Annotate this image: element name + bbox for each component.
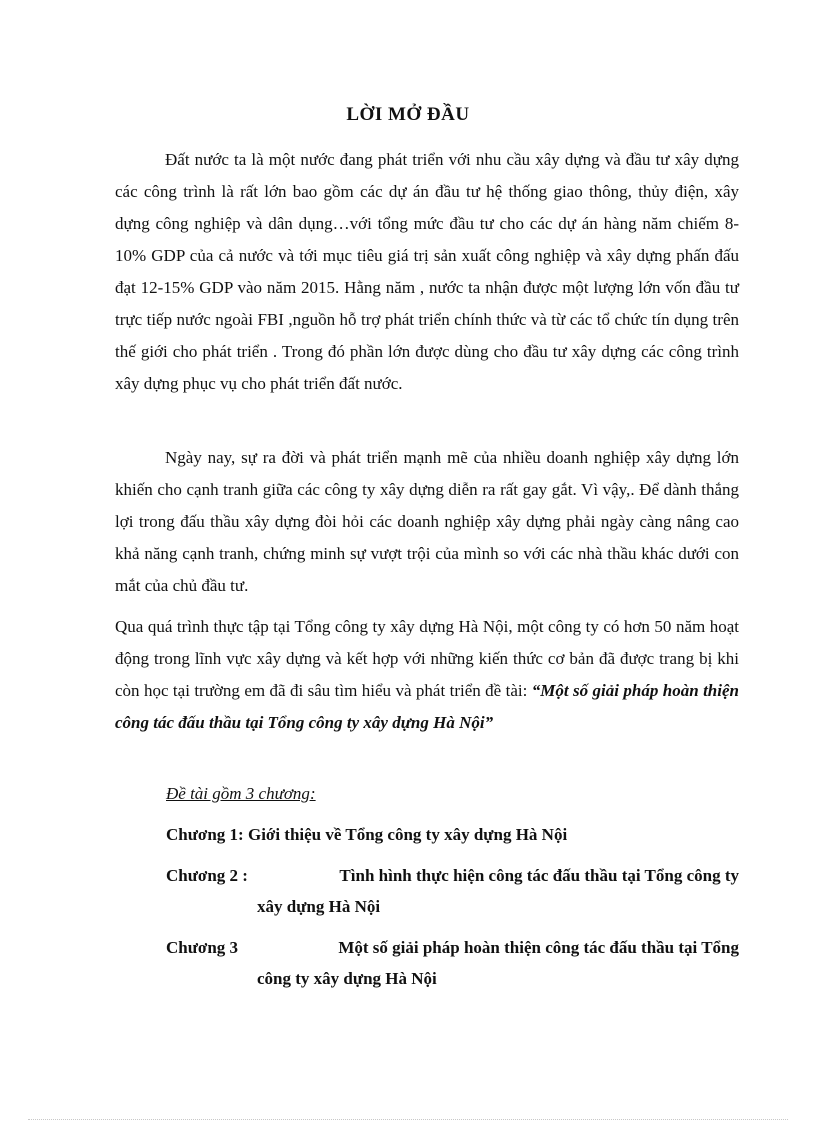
chapter-3-label: Chương 3 (166, 938, 239, 957)
chapter-1-title: Giới thiệu về Tổng công ty xây dựng Hà Nội (247, 825, 568, 844)
chapters-heading (166, 784, 316, 804)
chapter-3-title-line1: Một số giải pháp hoàn thiện công tác đấu thầu tại Tổng (338, 938, 739, 957)
chapter-3 (166, 932, 739, 994)
topic-title: “Một số giải pháp hoàn thiện công tác đấu thầu tại Tổng công ty xây dựng Hà Nội” (115, 681, 739, 732)
chapter-1 (166, 819, 739, 850)
chapter-2-title-line1: Tình hình thực hiện công tác đấu thầu tại Tổng công ty (339, 866, 739, 885)
chapter-2-title-line2: xây dựng Hà Nội (257, 897, 381, 916)
chapter-3-title-line2: công ty xây dựng Hà Nội (257, 969, 437, 988)
paragraph-internship (115, 611, 739, 739)
internship-text: Qua quá trình thực tập tại Tổng công ty xây dựng Hà Nội, một công ty có hơn 50 năm hoạt động trong lĩnh vực xây dựng và kết hợp với những kiến thức cơ bản đã được trang bị khi còn học tại trường em đã đi sâu tìm hiểu và phát triển đề tài: (115, 617, 739, 700)
paragraph-intro: Đất nước ta là một nước đang phát triển với nhu cầu xây dựng và đầu tư xây dựng các công trình là rất lớn bao gồm các dự án đầu tư hệ thống giao thông, thủy điện, xây dựng công nghiệp và dân dụng…với tổng mức đầu tư cho các dự án hàng năm chiếm 8-10% GDP của cả nước và tới mục tiêu giá trị sản xuất công nghiệp và xây dựng phấn đấu đạt 12-15% GDP vào năm 2015. Hằng năm , nước ta nhận được một lượng lớn vốn đầu tư trực tiếp nước ngoài FBI ,nguồn hỗ trợ phát triển chính thức và từ các tổ chức tín dụng trên thế giới cho phát triển . Trong đó phần lớn được dùng cho đầu tư xây dựng các công trình xây dựng phục vụ cho phát triển đất nước. (115, 150, 739, 393)
document-title: LỜI MỞ ĐẦU (346, 104, 470, 125)
chapter-2-row (166, 860, 739, 891)
chapter-1-label: Chương 1: (166, 825, 244, 844)
page-bottom-divider (28, 1119, 788, 1120)
chapters-heading-text: Đề tài gồm 3 chương (166, 784, 310, 803)
paragraph-competition: Ngày nay, sự ra đời và phát triển mạnh mẽ của nhiều doanh nghiệp xây dựng lớn khiến cho cạnh tranh giữa các công ty xây dựng diễn ra rất gay gắt. Vì vậy,. Để dành thắng lợi trong đấu thầu xây dựng đòi hỏi các doanh nghiệp xây dựng phải ngày càng nâng cao khả năng cạnh tranh, chứng minh sự vượt trội của mình so với các nhà thầu khác dưới con mắt của chủ đầu tư. (115, 448, 739, 595)
chapter-2-label: Chương 2 : (166, 866, 248, 885)
chapter-2 (166, 860, 739, 922)
chapters-heading-colon: : (309, 784, 316, 803)
chapter-3-row (166, 932, 739, 963)
